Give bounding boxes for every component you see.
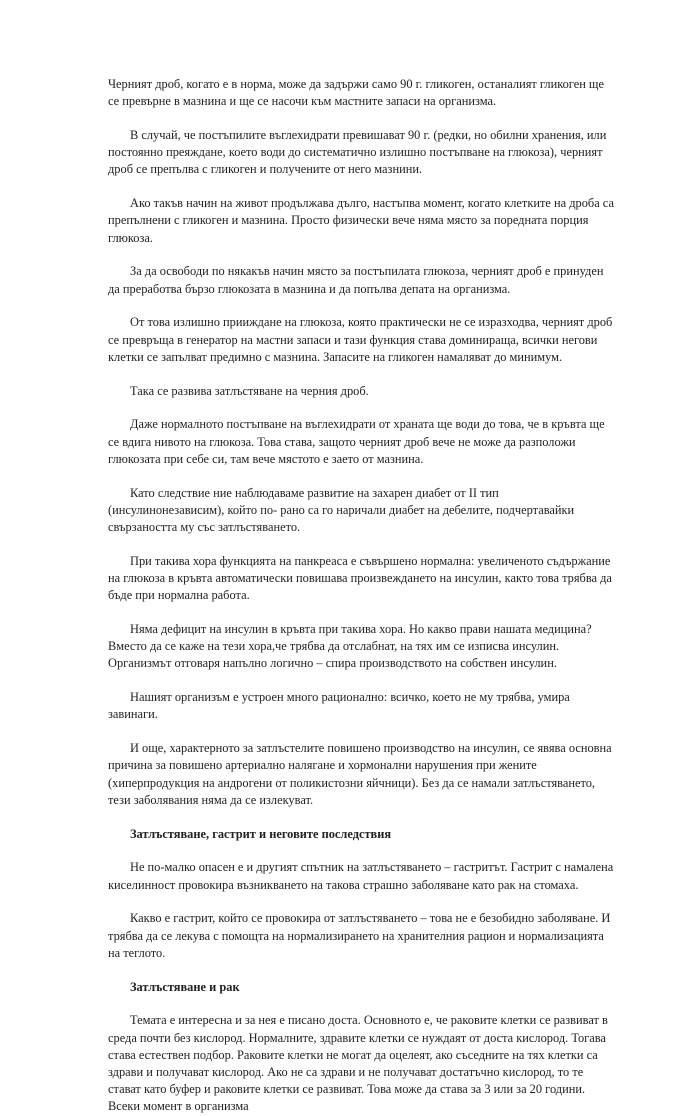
paragraph-liver-overfilled: Ако такъв начин на живот продължава дълго, настъпва момент, когато клетките на дроба са препълнени с гликоген и мазнина. Просто физически вече няма място за поредната порция глюкоза. (108, 196, 614, 245)
paragraph-gastritis-danger: Не по-малко опасен е и другият спътник на затлъстяването – гастритът. Гастрит с намалена киселинност провокира възникването на такова страшно заболяване като рак на стомаха. (108, 860, 614, 892)
paragraph-gastritis-treatment: Какво е гастрит, който се провокира от затлъстяването – това не е безобидно заболяване. И трябва да се лекува с помощта на нормализирането на хранителния рацион и нормализацията на теглото. (108, 911, 611, 960)
paragraph-blood-glucose-rise: Даже нормалното постъпване на въглехидрати от храната ще води до това, че в кръвта ще се вдига нивото на глюкоза. Това става, защото черният дроб вече не може да разположи глюкозата при себе си, там вече мястото е заето от мазнина. (108, 417, 605, 466)
paragraph-cancer-oxygen: Темата е интересна и за нея е писано доста. Основното е, че раковите клетки се развиват в среда почти без кислород. Нормалните, здравите клетки се нуждаят от доста кислород. Тогава става естествен подбор. Раковите клетки не могат да оцелеят, ако съседните на тях клетки са здрави и получават кислород. Ако не са здрави и не получават достатъчно кислород, то те стават като буфер и раковите клетки се развиват. Това може да става за 3 или за 20 години. Всеки момент в организма (108, 1013, 608, 1114)
paragraph-type-2-diabetes: Като следствие ние наблюдаваме развитие на захарен диабет от II тип (инсулинонезависим), който по- рано са го наричали диабет на дебелите, подчертавайки свързаността му със затлъстяването. (108, 485, 575, 535)
paragraph-excess-carbohydrates: В случай, че постъпилите въглехидрати превишават 90 г. (редки, но обилни хранения, или постоянно преяждане, което води до систематично излишно постъпване на глюкоза), черният дроб се препълва с гликоген и получените от него мазнини. (108, 128, 607, 177)
paragraph-pancreas-function: При такива хора функцията на панкреаса е съвършено нормална: увеличеното съдържание на глюкоза в кръвта автоматически повишава произвеждането на инсулин, както това трябва да бъде при нормална работа. (108, 553, 612, 603)
paragraph-liver-glycogen-limit: Черният дроб, когато е в норма, може да задържи само 90 г. гликоген, останалият гликоген ще се превърне в мазнина и ще се насочи към мастните запаси на организма. (108, 77, 604, 109)
paragraph-glucose-to-fat: За да освободи по някакъв начин място за постъпилата глюкоза, черният дроб е принуден да преработва бързо глюкозата в мазнина и да попълва депата на организма. (108, 264, 604, 296)
paragraph-fatty-liver: Така се развива затлъстяване на черния дроб. (130, 383, 369, 398)
paragraph-fat-generator: От това излишно прииждане на глюкоза, която практически не се изразходва, черният дроб се превръща в генератор на мастни запаси и тази функция става доминираща, всички негови клетки се запълват предимно с мазнина. Запасите на гликоген намаляват до минимум. (108, 315, 613, 364)
section-heading-gastritis: Затлъстяване, гастрит и неговите последствия (130, 826, 392, 841)
paragraph-rational-organism: Нашият организъм е устроен много рационално: всичко, което не му трябва, умира завинаги. (108, 690, 570, 722)
paragraph-insulin-hypertension: И още, характерното за затлъстелите повишено производство на инсулин, се явява основна причина за повишено артериално налягане и хормонални нарушения при жените (хиперпродукция на андрогени от поликистозни яйчници). Без да се намали затлъстяването, тези заболявания няма да се излекуват. (108, 741, 612, 807)
section-heading-cancer: Затлъстяване и рак (130, 979, 240, 994)
paragraph-insulin-deficit: Няма дефицит на инсулин в кръвта при такива хора. Но какво прави нашата медицина? Вместо да се каже на тези хора,че трябва да отслабнат, на тях им се изписва инсулин. Организмът отговаря напълно логично – спира производството на собствен инсулин. (108, 622, 592, 671)
